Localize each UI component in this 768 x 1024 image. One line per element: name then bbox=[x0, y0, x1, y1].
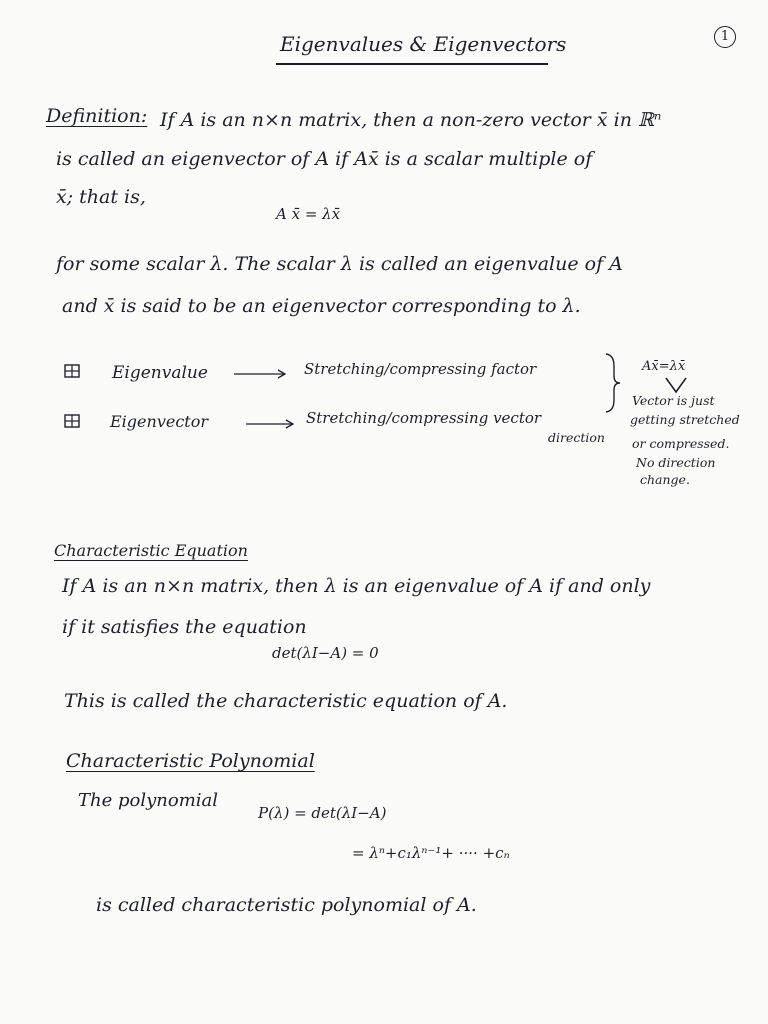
brace-mark bbox=[604, 352, 624, 414]
characteristic-equation: det(λI−A) = 0 bbox=[272, 644, 379, 662]
definition-line-5: and x̄ is said to be an eigenvector corresponding to λ. bbox=[62, 295, 581, 317]
side-equation: Ax̄=λx̄ bbox=[642, 359, 686, 374]
side-note-line-4: No direction bbox=[636, 455, 716, 470]
characteristic-equation-heading: Characteristic Equation bbox=[54, 541, 248, 560]
definition-line-3: x̄; that is, bbox=[56, 186, 146, 208]
definition-line-2: is called an eigenvector of A if Ax̄ is a scalar multiple of bbox=[56, 148, 593, 170]
definition-line-1: If A is an n×n matrix, then a non-zero vector x̄ in ℝⁿ bbox=[160, 109, 662, 131]
eigenvalue-label: Eigenvalue bbox=[112, 363, 208, 383]
page-number: 1 bbox=[714, 26, 736, 48]
eigenvector-label: Eigenvector bbox=[110, 412, 208, 431]
eigenvalue-description: Stretching/compressing factor bbox=[304, 360, 537, 378]
char-eq-line-1: If A is an n×n matrix, then λ is an eigenvalue of A if and only bbox=[62, 575, 651, 597]
definition-heading: Definition: bbox=[46, 105, 148, 127]
char-poly-line-1: The polynomial bbox=[78, 790, 219, 811]
char-poly-line-2: is called characteristic polynomial of A. bbox=[96, 894, 477, 916]
direction-note: direction bbox=[548, 430, 605, 445]
title-underline bbox=[276, 63, 548, 65]
eigenvector-description: Stretching/compressing vector bbox=[306, 409, 542, 427]
polynomial-expansion: = λⁿ+c₁λⁿ⁻¹+ ···· +cₙ bbox=[352, 844, 510, 862]
side-note-line-5: change. bbox=[640, 472, 690, 487]
char-eq-line-2: if it satisfies the equation bbox=[62, 616, 307, 638]
characteristic-polynomial-heading: Characteristic Polynomial bbox=[66, 750, 315, 772]
side-note-line-2: getting stretched bbox=[630, 412, 740, 427]
definition-line-4: for some scalar λ. The scalar λ is called an eigenvalue of A bbox=[56, 253, 623, 275]
page-title: Eigenvalues & Eigenvectors bbox=[280, 32, 567, 56]
side-note-line-3: or compressed. bbox=[632, 436, 730, 451]
eigen-equation: A x̄ = λx̄ bbox=[276, 205, 341, 223]
check-v-icon bbox=[664, 376, 688, 394]
box-bullet-icon bbox=[64, 414, 80, 428]
arrow-right-icon bbox=[234, 368, 288, 380]
polynomial-definition: P(λ) = det(λI−A) bbox=[258, 804, 387, 822]
arrow-right-icon bbox=[246, 418, 296, 430]
char-eq-line-3: This is called the characteristic equation of A. bbox=[64, 690, 508, 712]
box-bullet-icon bbox=[64, 364, 80, 378]
side-note-line-1: Vector is just bbox=[632, 393, 715, 408]
